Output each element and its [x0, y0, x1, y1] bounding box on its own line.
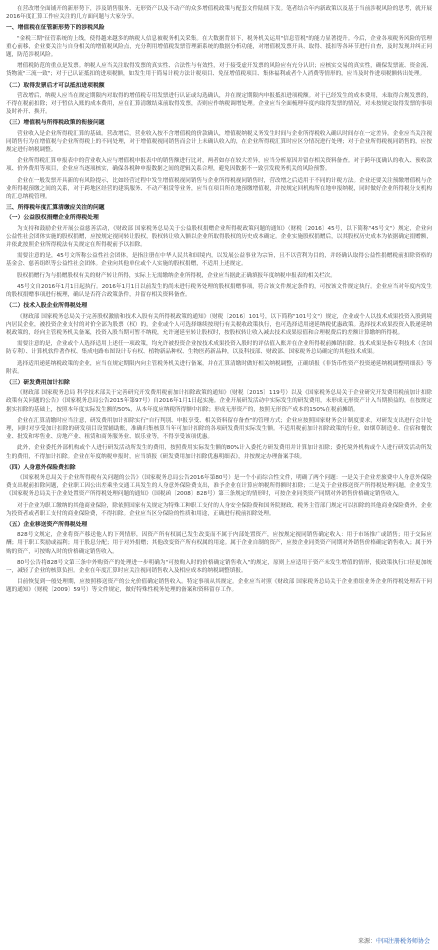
section-heading: （一）公益股权捐赠企业所得税处理 [6, 215, 99, 222]
body-paragraph: 营业收入是企业所得税汇算的基础。营改增后，营业收入按不含增值税的价款确认，增值税纳税义务发生时间与企业所得税收入确认时间存在一定差异。企业应当关注视同销售行为在增值税与企业所得税上的不同处理，对于增值税视同销售而会计上未确认收入的，在企业所得税汇算时应区分情况进行处理；对于企业所得税视同销售的，应按规定进行纳税调整。 [6, 130, 432, 154]
body-paragraph: 80号公告将828号文第三条中外购资产的处理进一步明确为"可按购入时的价格确定销售收入"的规定，原则上应适用于资产未发生增值的情形，使政策执行口径更加统一，减轻了企业的核算负担。企业在年度汇算时应关注视同销售收入及相应成本的纳税调整填报。 [6, 559, 432, 574]
body-paragraph: 企业在一般发票开具新的有风险提示，比如经营过程中发生增值税视同销售与企业所得税视同销售时，营改增之后适用于不同的计税方法。企业还要关注预缴增值税与企业所得税预缴之间的关系，对于跨地区经营的建筑服务、不动产租赁等业务，应当在项目所在地预缴增值税，并按规定回机构所在地申报纳税，同时做好企业所得税分支机构的汇总纳税管理。 [6, 177, 432, 201]
source-line [358, 938, 430, 946]
body-paragraph: 企业所得税汇算申报表中的营业收入应与增值税申报表中的销售额进行比对，两者如存在较大差异，应当分析原因并留存相关资料备查。对于跨年度确认的收入、预收款项、价外费用等项目，企业应当逐项核实，确保各税种申报数据之间的逻辑关系合理，避免因数据不一致引发税务机关的风险预警。 [6, 158, 432, 173]
article-body [6, 5, 432, 595]
body-paragraph: 目前恢复到一般处理期，应按照移送资产的公允价值确定销售收入。特定事项从其规定。企业应当对照《财政部 国家税务总局关于企业重组业务企业所得税处理若干问题的通知》（财税〔2009〕59号）等文件规定，做好特殊性税务处理的备案和资料留存工作。 [6, 579, 432, 594]
section-heading: （二）取得发票后才可以抵扣进项税额 [6, 82, 105, 89]
body-paragraph: 对于企业为职工缴纳的其他商业保险，除依照国家有关规定为特殊工种职工支付的人身安全保险费和国务院财政、税务主管部门规定可以扣除的其他商业保险费外，企业为投资者或者职工支付的商业保险费，不得扣除。企业应当区分保险的性质和用途，正确进行税前扣除处理。 [6, 502, 432, 517]
body-paragraph: 股权捐赠行为与捐赠股权有关的财产转让所得，实际上无需缴纳企业所得税，企业应当据此正确填报年度纳税申报表的相关栏次。 [17, 272, 336, 279]
section-heading: （四）人身意外保险费扣除 [6, 464, 76, 471]
body-paragraph: 选择适用递延纳税政策的企业，应当在规定期限内向主管税务机关进行备案，并在汇算清缴时做好相关纳税调整，正确填报《非货币性资产投资递延纳税调整明细表》等附表。 [6, 360, 432, 375]
body-paragraph: 增值税防范的重点是发票。纳税人应当关注取得发票的真实性、合法性与有效性，对于接受虚开发票的风险应有充分认识；应核实交易的真实性，确保发票流、资金流、货物流"三流一致"；对于已认证抵扣的进项税额，如发生用于简易计税方法计税项目、免征增值税项目、集体福利或者个人消费等情形的，应当及时作进项税额转出处理。 [6, 63, 432, 78]
section-heading: （二）技术入股企业所得税处理 [6, 303, 88, 310]
body-paragraph: 《国家税务总局关于企业所得税有关问题的公告》（国家税务总局公告2016年第80号）是一个小而综合性文件，明确了两个问题：一是关于企业差旅费中人身意外保险费支出税前扣除问题，企业职工因公出差乘坐交通工具发生的人身意外保险费支出，准予企业在计算应纳税所得额时扣除；二是关于企业移送资产所得税处理问题，企业发生《国家税务总局关于企业处置资产所得税处理问题的通知》（国税函〔2008〕828号）第三条规定的情形时，可按企业同类资产同期对外销售价格确定销售收入。 [6, 474, 432, 498]
body-paragraph: 《财政部 国家税务总局 科学技术部关于完善研究开发费用税前加计扣除政策的通知》（财税〔2015〕119号）以及《国家税务总局关于企业研究开发费用税前加计扣除政策有关问题的公告》（国家税务总局公告2015年第97号）自2016年1月1日起实施。企业开展研发活动中实际发生的研发费用，未形成无形资产计入当期损益的，在按规定据实扣除的基础上，按照本年度实际发生额的50%，从本年度应纳税所得额中扣除；形成无形资产的，按照无形资产成本的150%在税前摊销。 [6, 390, 432, 413]
body-paragraph: 需要注意的是，企业或个人选择适用上述任一项政策，均允许被投资企业按技术成果投资入股时的评估值入账并在企业所得税前摊销扣除。技术成果是指专利技术（含国防专利）、计算机软件著作权、集成电路布图设计专有权、植物新品种权、生物医药新品种，以及科技部、财政部、国家税务总局确定的其他技术成果。 [6, 341, 432, 356]
body-paragraph: 在营改增全面铺开的新形势下，涉及销售服务、无形资产以及不动产的众多增值税政策与配套文件陆续下发。笔者结合年内新政策以及基于当前涉税风险的思考，就开展2016年度汇算工作应关注的几方面问题与大家分享。 [6, 6, 432, 21]
body-paragraph: 828号文规定，企业将资产移送他人的下列情形，因资产所有权属已发生改变而不属于内部处置资产，应按规定视同销售确定收入：用于市场推广或销售；用于交际应酬；用于职工奖励或福利；用于股息分配；用于对外捐赠；其他改变资产所有权属的用途。属于企业自制的资产，应按企业同类资产同期对外销售价格确定销售收入；属于外购的资产，可按购入时的价格确定销售收入。 [6, 532, 432, 555]
section-heading: （三）研发费用加计扣除 [6, 379, 70, 386]
body-paragraph: 营改增后，纳税人应当在规定期限内对取得的增值税专用发票进行认证或勾选确认，并在规定期限内申报抵扣进项税额。对于已经发生的成本费用，未取得合规发票的，不得在税前扣除；对于暂估入账的成本费用，应在汇算清缴结束前取得发票，否则应作纳税调增处理。企业应当全面梳理年度内取得发票的情况，对未按规定取得发票的事项及时补开、换开。 [6, 92, 432, 116]
body-paragraph: 《财政部 国家税务总局关于完善股权激励和技术入股有关所得税政策的通知》（财税〔2016〕101号，以下简称"101号文"）规定，企业或个人以技术成果投资入股到境内居民企业，被投资企业支付的对价全部为股票（权）的，企业或个人可选择继续按现行有关税收政策执行，也可选择适用递延纳税优惠政策。选择技术成果投资入股递延纳税政策的，经向主管税务机关备案，投资入股当期可暂不纳税，允许递延至转让股权时，按股权转让收入减去技术成果原值和合理税费后的差额计算缴纳所得税。 [6, 313, 432, 336]
section-heading: （三）增值税与所得税政策的衔接问题 [6, 120, 105, 127]
source-label: 来源： [357, 938, 376, 945]
section-heading: （五）企业移送资产所得税处理 [6, 521, 88, 528]
section-heading: 三、所得税年度汇算清缴应关注的问题 [6, 205, 105, 212]
body-paragraph: 需要注意的是，45号文所称公益性社会团体，是指注册在中华人民共和国境内，以发展公益事业为宗旨，且不以营利为目的，并经确认取得公益性捐赠税前扣除资格的基金会、慈善组织等公益性社会团体。企业向其他单位或个人实施的股权捐赠，不适用上述规定。 [6, 253, 432, 268]
body-paragraph: "金税三期"征管系统的上线，使得越来越多的纳税人信息被税务机关采集。在大数据背景下，税务机关运用"信息管税"的能力显著提升。今后，企业各项税务风险的管理重心前移，企业要关注与自身相关的增值税风险点，充分利用增值税发票管理新系统的数据分析功能，对增值税发票开具、取得、抵扣等各环节进行自查，及时发现并纠正问题，防范涉税风险。 [6, 35, 432, 59]
body-paragraph: 45号文自2016年1月1日起执行。2016年1月1日以前发生的尚未进行税务处理的股权捐赠事项，符合该文件规定条件的，可按该文件规定执行。企业应当对年度内发生的股权捐赠事项进行梳理，确认是否符合政策条件，并留存相关资料备查。 [6, 283, 432, 299]
source-value: 中国注册税务师协会 [375, 938, 430, 945]
section-heading: 一、增值税在征管新形势下的涉税风险 [6, 25, 105, 32]
body-paragraph: 此外，企业委托外部机构或个人进行研发活动所发生的费用，按照费用实际发生额的80%计入委托方研发费用并计算加计扣除；委托境外机构或个人进行研发活动所发生的费用，不得加计扣除。企业在年度纳税申报时，应当填报《研发费用加计扣除优惠明细表》，并按规定办理备案手续。 [6, 445, 432, 460]
body-paragraph: 企业在汇算清缴时应当注意，研发费用加计扣除实行"自行判别、申报享受、相关资料留存备查"的管理方式；企业应按照国家财务会计制度要求，对研发支出进行会计处理，同时对享受加计扣除的研发项目设置辅助账，准确归集核算当年可加计扣除的各项研发费用实际发生额。不适用税前加计扣除政策的行业，如烟草制造业、住宿和餐饮业、批发和零售业、房地产业、租赁和商务服务业、娱乐业等，不得享受该项优惠。 [6, 417, 432, 441]
body-paragraph: 为支持和鼓励企业开展公益慈善活动，《财政部 国家税务总局关于公益股权捐赠企业所得税政策问题的通知》（财税〔2016〕45号，以下简称"45号文"）规定，企业向公益性社会团体实施的股权捐赠，应按规定视同转让股权，股权转让收入额以企业所取得股权的历史成本确定。企业实施股权捐赠后，以其股权历史成本为依据确定捐赠额，并依此按照企业所得税法有关规定在所得税前予以扣除。 [6, 225, 432, 249]
